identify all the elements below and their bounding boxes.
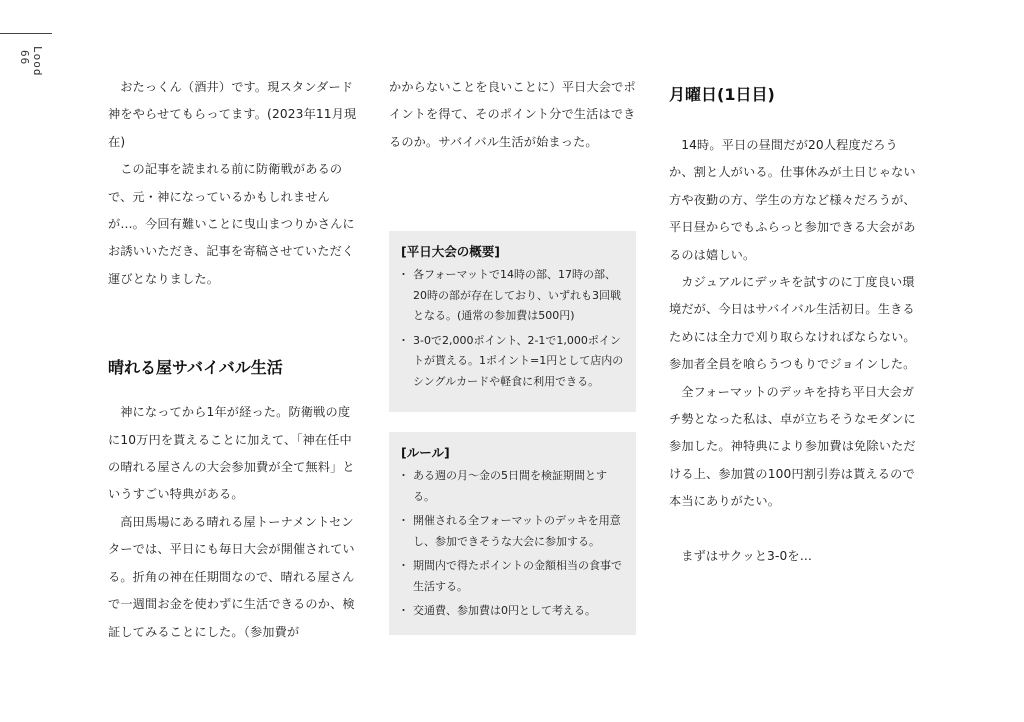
- monday-paragraph-2: カジュアルにデッキを試すのに丁度良い環境だが、今日はサバイバル生活初日。生きるためには全力で刈り取らなければならない。参加者全員を喰らうつもりでジョインした。: [669, 275, 916, 372]
- survival-paragraph-2: 高田馬場にある晴れる屋トーナメントセンターでは、平日にも毎日大会が開催されている。折角の神在任期間なので、晴れる屋さんで一週間お金を使わずに生活できるのか、検証してみることにした。（参加費が: [108, 514, 355, 639]
- page-number-vertical: [18, 46, 44, 100]
- intro-paragraph-2: この記事を読まれる前に防衛戦があるので、元・神になっているかもしれませんが…。今回有難いことに曳山まつりかさんにお誘いいただき、記事を寄稿させていただく運びとなりました。: [108, 162, 355, 286]
- header-rule: [0, 33, 52, 34]
- overview-item: ・ 3-0で2,000ポイント、2-1で1,000ポイントが貰える。1ポイント=1円として店内のシングルカードや軽食に利用できる。: [401, 331, 624, 393]
- weekday-tournament-overview-box: [389, 231, 636, 412]
- brand-mark: Lood: [31, 46, 44, 77]
- rules-box: [389, 432, 636, 635]
- section-heading-survival: 晴れる屋サバイバル生活: [108, 358, 283, 378]
- rule-item: ・ ある週の月〜金の5日間を検証期間とする。: [401, 466, 624, 507]
- overview-list: [401, 265, 624, 392]
- column-1: [108, 74, 358, 646]
- section-heading-monday: 月曜日(1日目): [669, 85, 775, 104]
- rules-list: [401, 466, 624, 622]
- overview-item: ・ 各フォーマットで14時の部、17時の部、20時の部が存在しており、いずれも3回戦となる。(通常の参加費は500円): [401, 265, 624, 327]
- rule-item: ・ 開催される全フォーマットのデッキを用意し、参加できそうな大会に参加する。: [401, 511, 624, 552]
- intro-paragraph-1: おたっくん（酒井）です。現スタンダード神をやらせてもらってます。(2023年11月現在): [108, 80, 357, 149]
- column-3: [669, 82, 921, 570]
- overview-box-title: [平日大会の概要]: [401, 244, 500, 259]
- column-2: [389, 74, 637, 156]
- monday-paragraph-3: 全フォーマットのデッキを持ち平日大会ガチ勢となった私は、卓が立ちそうなモダンに参加した。神特典により参加費は免除いただける上、参加賞の100円割引券は貰えるので本当にありがたい。: [669, 384, 916, 509]
- monday-paragraph-1: 14時。平日の昼間だが20人程度だろうか、割と人がいる。仕事休みが土日じゃない方や夜勤の方、学生の方など様々だろうが、平日昼からでもふらっと参加できる大会があるのは嬉しい。: [669, 138, 916, 262]
- rule-item: ・ 交通費、参加費は0円として考える。: [401, 601, 624, 622]
- page-number: 66: [18, 50, 31, 66]
- survival-paragraph-1: 神になってから1年が経った。防衛戦の度に10万円を貰えることに加えて、「神在任中の晴れる屋さんの大会参加費が全て無料」というすごい特典がある。: [108, 405, 355, 502]
- rules-box-title: [ルール]: [401, 445, 450, 460]
- monday-paragraph-4: まずはサクッと3-0を…: [681, 548, 813, 563]
- page-marker: [0, 0, 60, 100]
- survival-paragraph-2-continued: かからないことを良いことに）平日大会でポイントを得て、そのポイント分で生活はできるのか。サバイバル生活が始まった。: [389, 80, 636, 149]
- rule-item: ・ 期間内で得たポイントの金額相当の食事で生活する。: [401, 556, 624, 597]
